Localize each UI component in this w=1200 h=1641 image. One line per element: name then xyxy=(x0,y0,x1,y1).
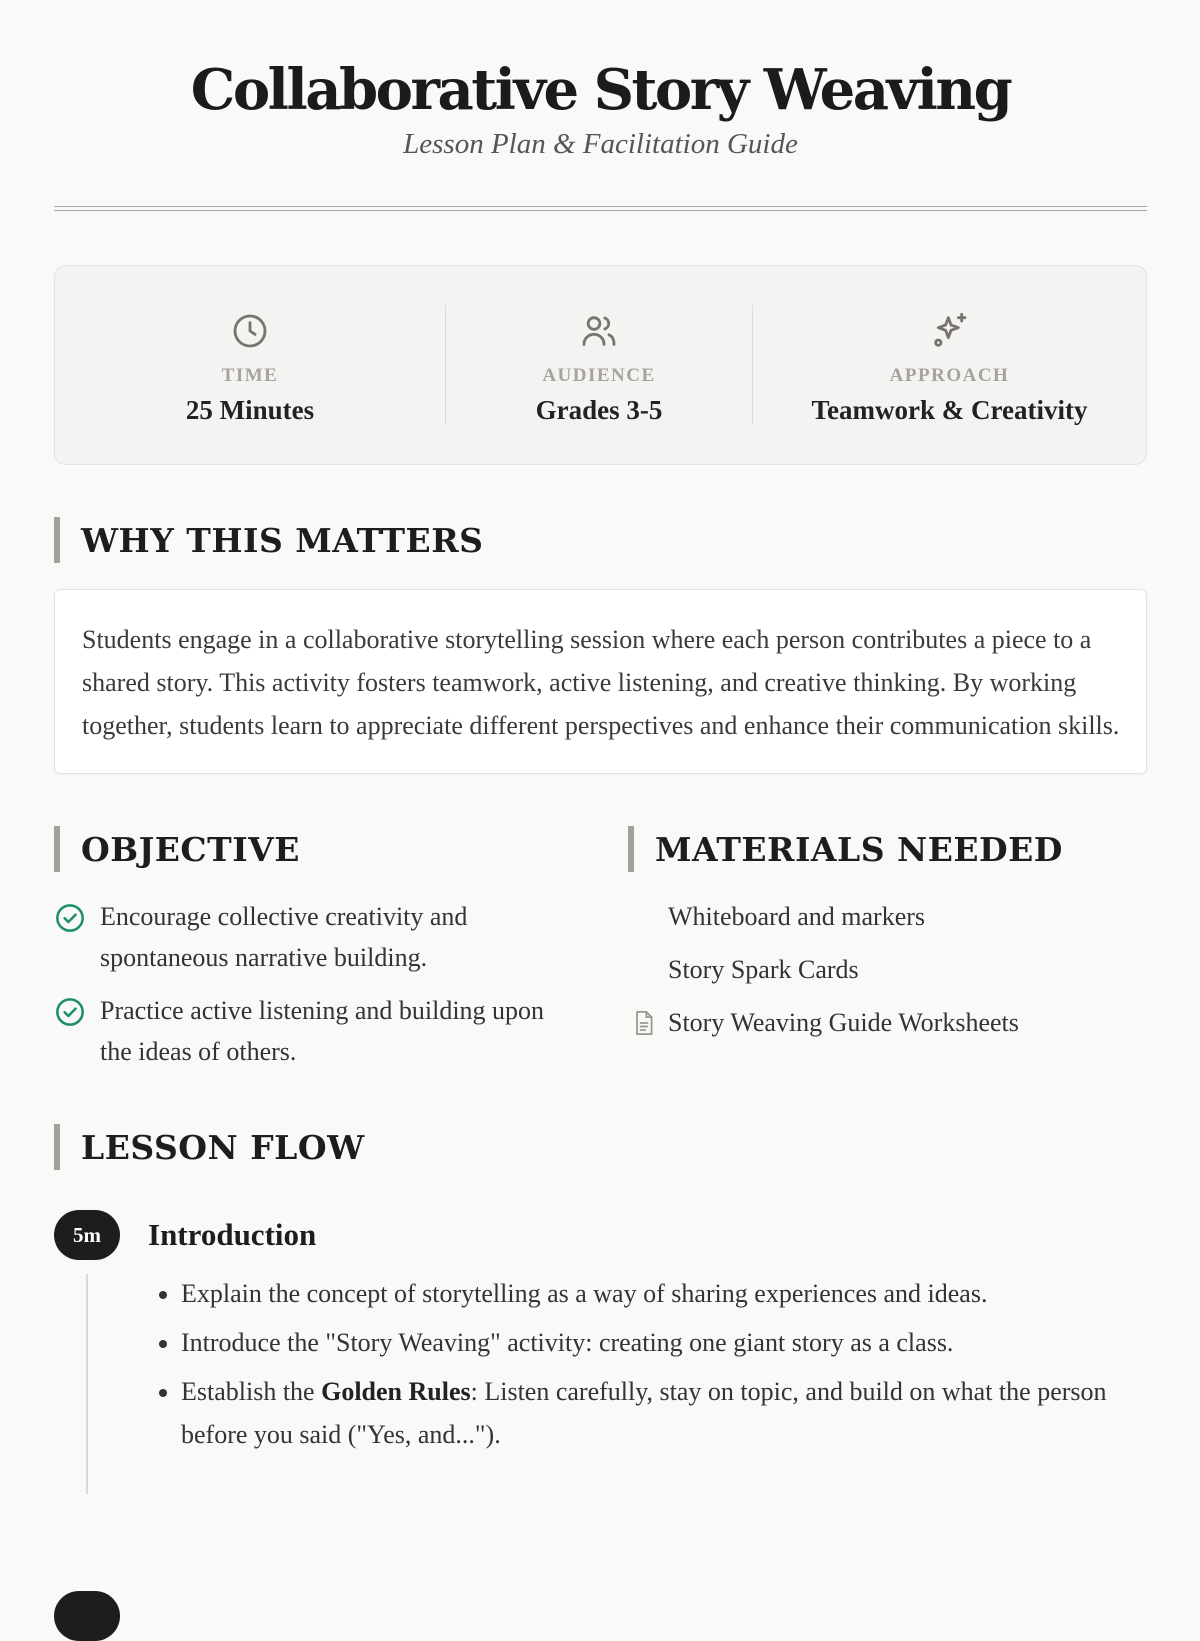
bullet-text: Explain the concept of storytelling as a way of sharing experiences and ideas. xyxy=(181,1279,988,1308)
next-step-badge xyxy=(54,1591,120,1641)
section-heading xyxy=(54,517,1147,563)
step-timeline-line xyxy=(86,1274,88,1494)
list-item xyxy=(181,1370,1147,1456)
meta-time-value: 25 Minutes xyxy=(185,394,315,425)
objective-text: Practice active listening and building upon the ideas of others. xyxy=(100,996,545,1066)
page-subtitle: Lesson Plan & Facilitation Guide xyxy=(403,128,798,160)
list-item xyxy=(181,1272,1147,1315)
objective-section xyxy=(54,826,628,1084)
step-bullet-list xyxy=(148,1272,1147,1456)
lesson-flow-section xyxy=(54,1124,1147,1456)
document-icon xyxy=(630,1009,658,1037)
lesson-step xyxy=(54,1210,1147,1456)
meta-audience-value: Grades 3-5 xyxy=(535,394,663,425)
objective-list xyxy=(54,896,628,1072)
list-item xyxy=(54,990,628,1072)
section-heading xyxy=(628,826,1147,872)
bullet-text: : Listen carefully, stay on topic, and build on what the person before you said ("Yes, and..."). xyxy=(181,1377,1107,1449)
sparkles-icon xyxy=(930,311,970,351)
why-heading: WHY THIS MATTERS xyxy=(81,520,484,560)
objective-heading: OBJECTIVE xyxy=(81,829,300,869)
list-item xyxy=(54,896,628,978)
bullet-text: Establish the xyxy=(181,1377,322,1406)
section-accent-bar xyxy=(54,826,60,872)
section-accent-bar xyxy=(54,1124,60,1170)
header-divider xyxy=(54,206,1147,211)
objective-text: Encourage collective creativity and spontaneous narrative building. xyxy=(100,902,468,972)
why-section xyxy=(54,517,1147,774)
material-text: Story Spark Cards xyxy=(668,954,859,984)
meta-approach-label: APPROACH xyxy=(889,364,1010,386)
check-circle-icon xyxy=(54,996,86,1028)
material-text: Story Weaving Guide Worksheets xyxy=(668,1007,1019,1037)
blank-icon xyxy=(630,903,658,931)
bullet-text: Introduce the "Story Weaving" activity: creating one giant story as a class. xyxy=(181,1328,954,1357)
section-heading xyxy=(54,826,628,872)
lesson-meta-card xyxy=(54,265,1147,465)
step-title: Introduction xyxy=(148,1217,317,1252)
meta-time xyxy=(55,305,445,426)
list-item xyxy=(628,1002,1147,1043)
step-duration-badge: 5m xyxy=(54,1210,120,1260)
objective-materials-row xyxy=(54,826,1147,1084)
bullet-emphasis: Golden Rules xyxy=(321,1377,471,1406)
lesson-flow-heading: LESSON FLOW xyxy=(81,1127,365,1167)
list-item xyxy=(181,1321,1147,1364)
meta-approach xyxy=(753,305,1146,426)
check-circle-icon xyxy=(54,902,86,934)
list-item xyxy=(628,896,1147,937)
materials-section xyxy=(628,826,1147,1084)
meta-approach-value: Teamwork & Creativity xyxy=(811,394,1088,425)
section-heading xyxy=(54,1124,1147,1170)
users-icon xyxy=(579,311,619,351)
clock-icon xyxy=(230,311,270,351)
page-title: Collaborative Story Weaving xyxy=(190,57,1011,123)
meta-audience xyxy=(446,305,752,426)
meta-audience-label: AUDIENCE xyxy=(542,364,656,386)
section-accent-bar xyxy=(54,517,60,563)
meta-time-label: TIME xyxy=(221,364,279,386)
material-text: Whiteboard and markers xyxy=(668,901,926,931)
materials-list xyxy=(628,896,1147,1043)
blank-icon xyxy=(630,956,658,984)
lesson-plan-page xyxy=(54,0,1147,1462)
why-body: Students engage in a collaborative storytelling session where each person contributes a piece to a shared story. This activity fosters teamwork, active listening, and creative thinking. By working together, students learn to appreciate different perspectives and enhance their communication skills. xyxy=(54,589,1147,774)
list-item xyxy=(628,949,1147,990)
materials-heading: MATERIALS NEEDED xyxy=(655,829,1063,869)
section-accent-bar xyxy=(628,826,634,872)
